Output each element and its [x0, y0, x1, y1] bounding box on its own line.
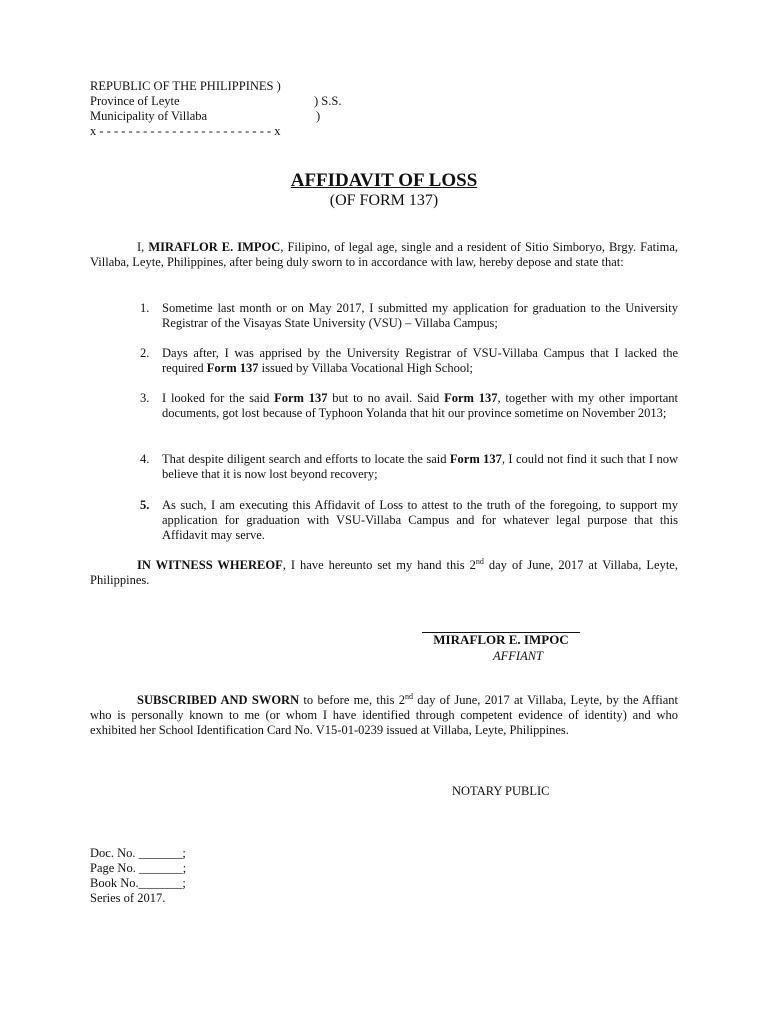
affiant-name-inline: MIRAFLOR E. IMPOC [148, 240, 281, 254]
notary-public-label: NOTARY PUBLIC [452, 784, 550, 798]
venue-municipality: Municipality of Villaba ) [90, 109, 321, 123]
document-title: AFFIDAVIT OF LOSS [290, 170, 478, 191]
affiant-signature-name: MIRAFLOR E. IMPOC [433, 632, 569, 647]
page-number: Page No. _______; [90, 861, 187, 875]
witness-paragraph: IN WITNESS WHEREOF, I have hereunto set my hand this 2nd day of June, 2017 at Villaba, Leyte, Philippines. [90, 556, 678, 587]
document-subtitle: (OF FORM 137) [329, 192, 439, 209]
venue-republic: REPUBLIC OF THE PHILIPPINES ) [90, 79, 281, 93]
intro-paragraph: I, MIRAFLOR E. IMPOC, Filipino, of legal age, single and a resident of Sitio Simboryo, Brgy. Fatima, Villaba, Leyte, Philippines, after being duly sworn to in accordance with law, hereby depose and state that: [90, 240, 678, 269]
affiant-role: AFFIANT [493, 649, 543, 663]
venue-separator: x - - - - - - - - - - - - - - - - - - - - - - - - x [90, 124, 281, 138]
book-number: Book No._______; [90, 876, 186, 890]
venue-province: Province of Leyte ) S.S. [90, 94, 342, 108]
jurat-paragraph: SUBSCRIBED AND SWORN to before me, this 2nd day of June, 2017 at Villaba, Leyte, by the Affiant who is personally known to me (or whom I have identified through competent evidence of identity) and who exhibited her School Identification Card No. V15-01-0239 issued at Villaba, Leyte, Philippines. [90, 691, 678, 737]
notarial-registry [90, 846, 186, 906]
doc-number: Doc. No. _______; [90, 846, 186, 860]
series-year: Series of 2017. [90, 891, 166, 905]
venue-block [90, 79, 390, 139]
document-page: REPUBLIC OF THE PHILIPPINES ) Province of Leyte ) S.S. Municipality of Villaba ) x - - - - - - - - - - - - - - - - - - - - - - - - x AFFIDAVIT OF LOSS (OF FORM 137) I, MIRAFLOR E. IMPOC, Filipino, of legal age, single and a resident of Sitio Simboryo, Brgy. Fatima, Villaba, Leyte, Philippines, after being duly sworn to in accordance with law, hereby depose and state that: 1. Sometime last month or on May 2017, I submitted my application for graduation to the University Registrar of the Visayas State University (VSU) – Villaba Campus; 2. Days after, I was apprised by the University Registrar of VSU-Villaba Campus that I lacked the required Form 137 issued by Villaba Vocational High School; 3. I looked for the said Form 137 but to no avail. Said Form 137, together with my other important documents, got lost because of Typhoon Yolanda that hit our province sometime on November 2013; 4. That despite diligent search and efforts to locate the said Form 137, I could not find it such that I now believe that it is now lost beyond recovery; 5. As such, I am executing this Affidavit of Loss to attest to the truth of the foregoing, to support my application for graduation with VSU-Villaba Campus and for whatever legal purpose that this Affidavit may serve. IN WITNESS WHEREOF, I have hereunto set my hand this 2nd day of June, 2017 at Villaba, Leyte, Philippines. MIRAFLOR E. IMPOC AFFIANT SUBSCRIBED AND SWORN to before me, this 2nd day of June, 2017 at Villaba, Leyte, by the Affiant who is personally known to me (or whom I have identified through competent evidence of identity) and who exhibited her School Identification Card No. V15-01-0239 issued at Villaba, Leyte, Philippines. NOTARY PUBLIC Doc. No. _______; Page No. _______; Book No._______; Series of 2017. [0, 0, 768, 1024]
